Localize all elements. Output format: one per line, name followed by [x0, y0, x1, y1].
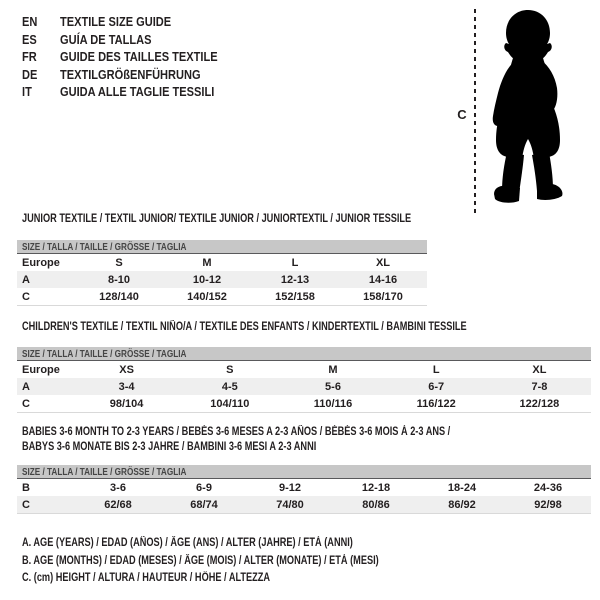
size-cell: M — [328, 363, 338, 376]
size-cell: 158/170 — [363, 290, 403, 303]
language-row — [22, 31, 245, 49]
size-cell: S — [226, 363, 234, 376]
table-row — [17, 395, 591, 412]
language-row — [22, 83, 245, 101]
row-label: A — [22, 273, 30, 286]
size-cell: 140/152 — [187, 290, 227, 303]
size-cell: 80/86 — [362, 498, 390, 511]
legend-line-a: A. AGE (YEARS) / EDAD (AÑOS) / ÂGE (ANS) / ALTER (JAHRE) / ETÀ (ANNI) — [22, 537, 353, 549]
size-cell: 3-4 — [118, 380, 135, 393]
size-cell: 14-16 — [368, 273, 398, 286]
row-label: B — [22, 481, 30, 494]
babies-table-rows — [17, 479, 591, 514]
language-title-list — [22, 13, 245, 101]
language-code: ES — [22, 31, 37, 47]
toddler-silhouette-icon — [450, 6, 585, 216]
size-cell: 152/158 — [275, 290, 315, 303]
language-row — [22, 66, 245, 84]
table-row — [17, 479, 591, 496]
junior-table-rows — [17, 254, 427, 306]
size-cell: S — [115, 256, 123, 269]
size-cell: 122/128 — [519, 397, 560, 410]
size-cell: 92/98 — [534, 498, 562, 511]
babies-size-table — [17, 465, 591, 514]
size-cell: 6-9 — [196, 481, 212, 494]
children-size-table — [17, 347, 591, 413]
size-cell: 8-10 — [107, 273, 131, 286]
size-cell: 24-36 — [533, 481, 563, 494]
table-row — [17, 271, 427, 288]
language-label: TEXTILE SIZE GUIDE — [60, 14, 172, 30]
table-row — [17, 288, 427, 305]
size-cell: 86/92 — [448, 498, 476, 511]
size-cell: 3-6 — [110, 481, 126, 494]
legend-line-b: B. AGE (MONTHS) / EDAD (MESES) / ÂGE (MOIS) / ALTER (MONATE) / ETÀ (MESI) — [22, 554, 379, 567]
row-label: A — [22, 380, 30, 393]
babies-table-title-line1: BABIES 3-6 MONTH TO 2-3 YEARS / BEBÉS 3-6 MESES A 2-3 AÑOS / BÉBÉS 3-6 MOIS À 2-3 ANS / — [22, 426, 451, 438]
size-cell: 110/116 — [313, 397, 353, 410]
junior-size-table — [17, 240, 427, 306]
size-cell: 116/122 — [416, 397, 456, 410]
language-code: IT — [22, 84, 32, 100]
junior-table-title: JUNIOR TEXTILE / TEXTIL JUNIOR/ TEXTILE JUNIOR / JUNIORTEXTIL / JUNIOR TESSILE — [22, 213, 412, 225]
legend-line-c: C. (cm) HEIGHT / ALTURA / HAUTEUR / HÖHE / ALTEZZA — [22, 572, 271, 584]
language-label: GUÍA DE TALLAS — [60, 31, 152, 47]
size-header-bar — [17, 240, 427, 254]
language-code: DE — [22, 66, 38, 82]
size-cell: 7-8 — [531, 380, 548, 393]
size-cell: 5-6 — [325, 380, 341, 393]
table-row — [17, 254, 427, 271]
language-row — [22, 48, 245, 66]
size-cell: 62/68 — [104, 498, 132, 511]
table-row — [17, 361, 591, 378]
size-cell: 104/110 — [210, 397, 250, 410]
children-table-title: CHILDREN'S TEXTILE / TEXTIL NIÑO/A / TEXTILE DES ENFANTS / KINDERTEXTIL / BAMBINI TESSILE — [22, 321, 467, 333]
size-cell: 18-24 — [447, 481, 477, 494]
language-code: FR — [22, 49, 37, 65]
size-header-bar — [17, 347, 591, 361]
language-label: TEXTILGRÖßENFÜHRUNG — [60, 66, 201, 82]
size-header-bar — [17, 465, 591, 479]
size-cell: 74/80 — [276, 498, 304, 511]
size-cell: M — [202, 256, 212, 269]
size-header-text: SIZE / TALLA / TAILLE / GRÖSSE / TAGLIA — [22, 465, 187, 478]
size-cell: 4-5 — [221, 380, 238, 393]
size-cell: 68/74 — [190, 498, 218, 511]
table-row — [17, 496, 591, 513]
size-cell: 10-12 — [192, 273, 222, 286]
size-cell: L — [291, 256, 299, 269]
size-cell: 6-7 — [428, 380, 445, 393]
size-cell: 128/140 — [99, 290, 139, 303]
row-label: Europe — [22, 256, 60, 269]
language-code: EN — [22, 14, 38, 30]
size-cell: 12-13 — [280, 273, 310, 286]
size-header-text: SIZE / TALLA / TAILLE / GRÖSSE / TAGLIA — [22, 347, 187, 360]
row-label: C — [22, 290, 30, 303]
size-cell: L — [432, 363, 440, 376]
height-measure-label: C — [457, 107, 467, 122]
language-label: GUIDE DES TAILLES TEXTILE — [60, 49, 218, 65]
size-cell: 98/104 — [109, 397, 144, 410]
row-label: C — [22, 498, 30, 511]
table-row — [17, 378, 591, 395]
measurement-legend — [22, 537, 468, 590]
size-cell: XL — [532, 363, 547, 376]
row-label: Europe — [22, 363, 60, 376]
row-label: C — [22, 397, 30, 410]
babies-table-title-line2: BABYS 3-6 MONATE BIS 2-3 JAHRE / BAMBINI 3-6 MESI A 2-3 ANNI — [22, 441, 317, 453]
language-label: GUIDA ALLE TAGLIE TESSILI — [60, 84, 215, 100]
children-table-rows — [17, 361, 591, 413]
size-cell: 9-12 — [278, 481, 302, 494]
language-row — [22, 13, 245, 31]
size-header-text: SIZE / TALLA / TAILLE / GRÖSSE / TAGLIA — [22, 240, 187, 253]
size-cell: XL — [375, 256, 391, 269]
size-cell: 12-18 — [361, 481, 391, 494]
size-cell: XS — [119, 363, 134, 376]
